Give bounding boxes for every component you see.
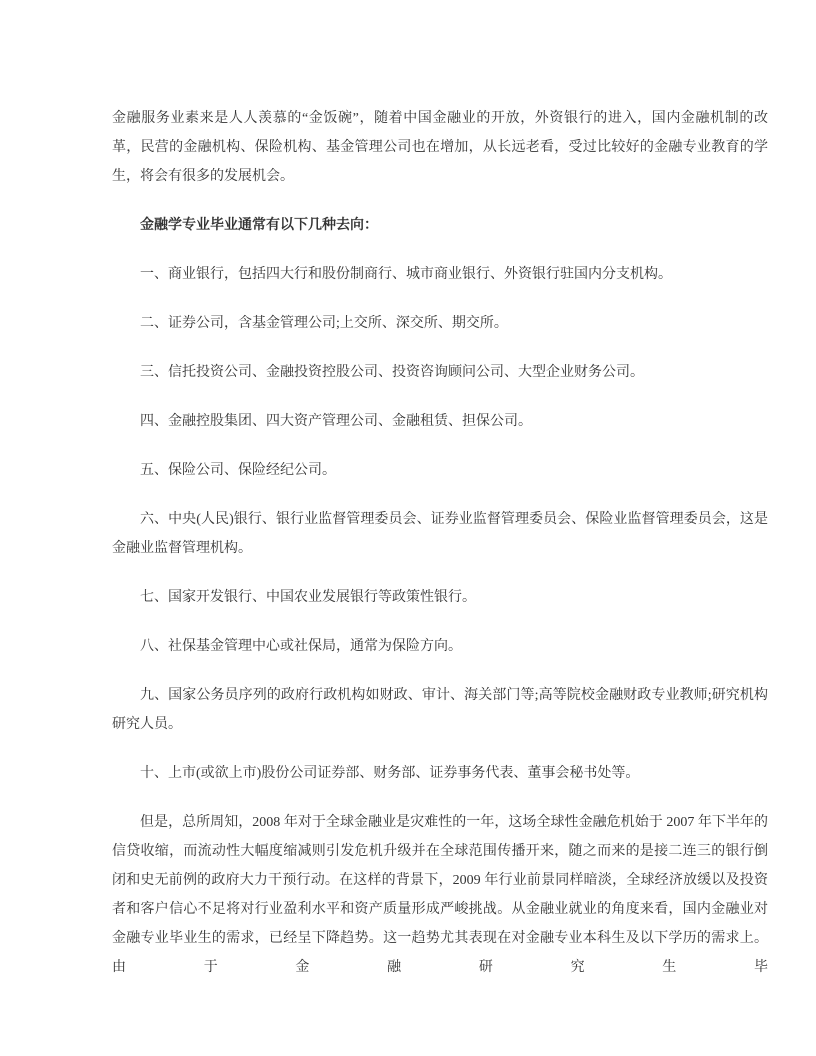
list-item-5: 五、保险公司、保险经纪公司。 <box>140 463 336 478</box>
list-item-8: 八、社保基金管理中心或社保局，通常为保险方向。 <box>140 639 462 654</box>
list-item-10: 十、上市(或欲上市)股份公司证券部、财务部、证券事务代表、董事会秘书处等。 <box>140 766 640 781</box>
intro-paragraph: 金融服务业素来是人人羡慕的“金饭碗”，随着中国金融业的开放，外资银行的进入，国内金融机制的改革，民营的金融机构、保险机构、基金管理公司也在增加，从长远老看，受过比较好的金融专业教育的学生，将会有很多的发展机会。 <box>112 111 768 184</box>
list-item-2: 二、证券公司，含基金管理公司;上交所、深交所、期交所。 <box>140 316 508 331</box>
closing-paragraph: 但是，总所周知，2008 年对于全球金融业是灾难性的一年，这场全球性金融危机始于 2007 年下半年的信贷收缩，而流动性大幅度缩减则引发危机升级并在全球范围传播开来，随之而来的是接二连三的银行倒闭和史无前例的政府大力干预行动。在这样的背景下，2009 年行业前景同样暗淡，全球经济放缓以及投资者和客户信心不足将对行业盈利水平和资产质量形成严峻挑战。从金融业就业的角度来看，国内金融业对金融专业毕业生的需求，已经呈下降趋势。这一趋势尤其表现在对金融专业本科生及以下学历的需求上。由于金融研究生毕 <box>112 815 768 975</box>
list-item-6: 六、中央(人民)银行、银行业监督管理委员会、证券业监督管理委员会、保险业监督管理委员会，这是金融业监督管理机构。 <box>112 512 768 556</box>
list-item-9: 九、国家公务员序列的政府行政机构如财政、审计、海关部门等;高等院校金融财政专业教师;研究机构研究人员。 <box>112 688 768 732</box>
list-item-1: 一、商业银行，包括四大行和股份制商行、城市商业银行、外资银行驻国内分支机构。 <box>140 267 672 282</box>
list-item-3: 三、信托投资公司、金融投资控股公司、投资咨询顾问公司、大型企业财务公司。 <box>140 365 644 380</box>
list-item-7: 七、国家开发银行、中国农业发展银行等政策性银行。 <box>140 590 476 605</box>
list-item-4: 四、金融控股集团、四大资产管理公司、金融租赁、担保公司。 <box>140 414 532 429</box>
section-heading: 金融学专业毕业通常有以下几种去向： <box>140 218 378 233</box>
